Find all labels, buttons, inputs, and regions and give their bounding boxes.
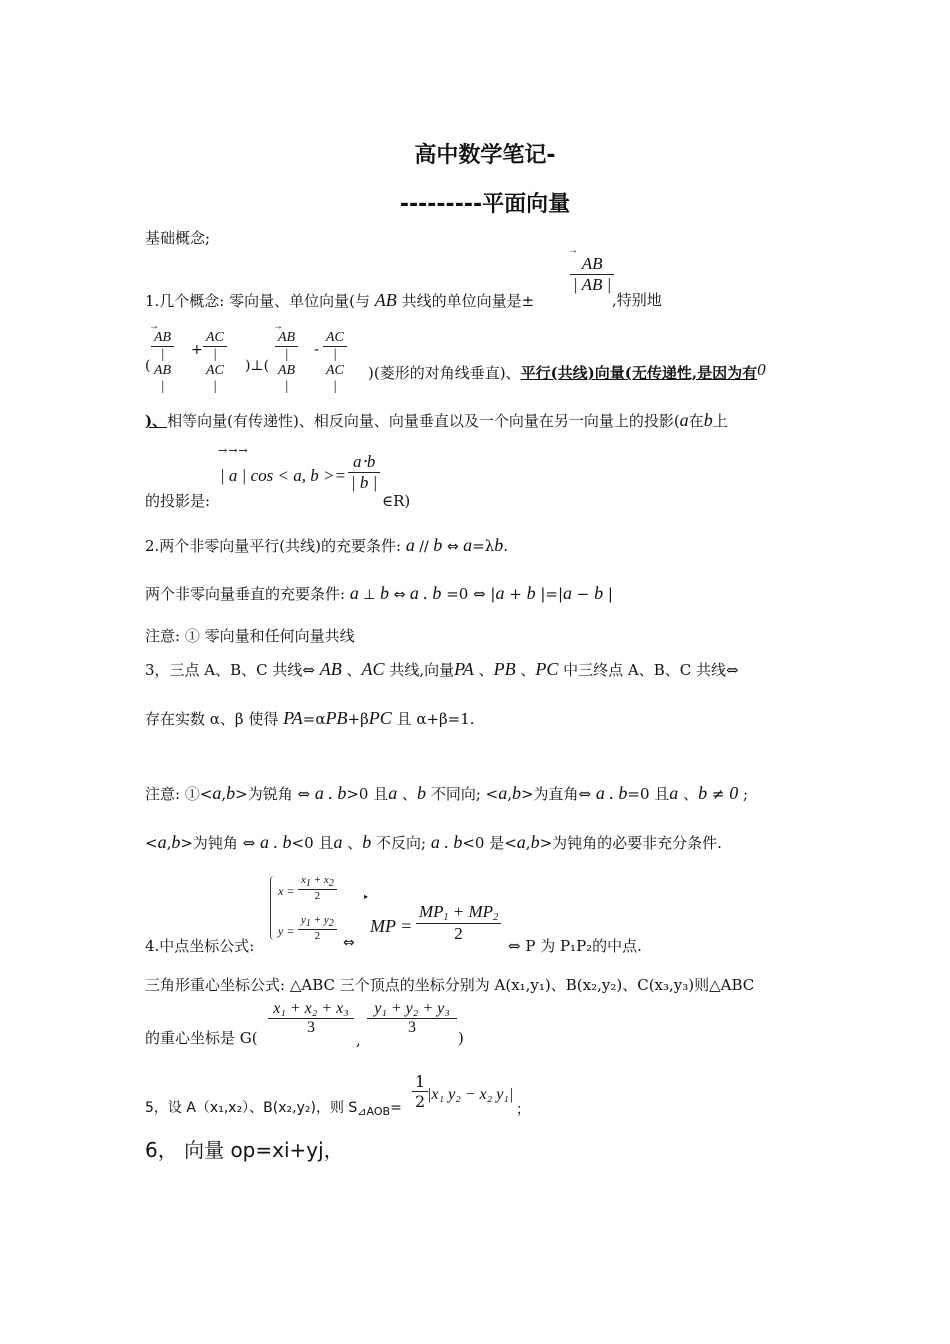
note2-line2: <a,b>为钝角 ⇔ a . b<0 且a 、b 不反向; a . b<0 是<a,b>为钝角的必要非充分条件. bbox=[145, 832, 722, 852]
centroid-den2: 3 bbox=[408, 1019, 416, 1036]
unit-vector-fraction bbox=[570, 254, 614, 295]
centroid-line: 三角形重心坐标公式: △ABC 三个顶点的坐标分别为 A(x₁,y₁)、B(x₂,y₂)、C(x₃,y₃)则△ABC bbox=[145, 976, 755, 994]
proj-label: 的投影是: bbox=[145, 492, 211, 510]
frac-ab-2-num: → AB bbox=[275, 330, 298, 347]
s2-line1: 2.两个非零向量平行(共线)的充要条件: a // b ⇔ a=λb. bbox=[145, 535, 509, 555]
n2-l2a: >为钝角 ⇔ bbox=[180, 834, 256, 852]
text-on: 在 bbox=[688, 412, 704, 430]
centroid-num2: y₁ + y₂ + y₃ bbox=[367, 1000, 457, 1019]
document-page: 高中数学笔记- ---------平面向量 基础概念; 1.几个概念: 零向量、单位向量(与 AB 共线的单位向量是± → $\frac{AB}{| AB |}$ ,特别地 ( → $\frac{AB}{| AB |}$ + $\frac{AC}{| AC |}$ )⊥( → $\frac{AB}{| AB |}$ - $\frac{AC}{| AC |}$ )(菱形的对角线垂直)、平行(共线)向量(无传递性,是因为有0 )、相等向量(有传递性)、相反向量、向量垂直以及一个向量在另一向量上的投影(a在b上 的投影是: →→→ | a | cos < a, b >= $\frac{a\cdot b}{| b |}$ ∈R) 2.两个非零向量平行(共线)的充要条件: a // b ⇔ a=λb. 两个非零向量垂直的充要条件: a ⊥ b ⇔ a . b =0 ⇔ |a + b |=|a − b | 注意: ① 零向量和任何向量共线 3，三点 A、B、C 共线⇔ AB 、AC 共线,向量PA 、PB 、PC 中三终点 A、B、C 共线⇔ 存在实数 α、β 使得 PA=αPB+βPC 且 α+β=1. 注意: ①<a,b>为锐角 ⇔ a . b>0 且a 、b 不同向; <a,b>为直角⇔ a . b=0 且a 、b ≠ 0 ; <a,b>为钝角 ⇔ a . b<0 且a 、b 不反向; a . b<0 是<a,b>为钝角的必要非充分条件. 4.中点坐标公式: x = $\frac{x1 + x2}{2}$ y = $\frac{y1 + y2}{2}$ ⇔ ▸ MP = $\frac{MP_1 + MP_2}{2}$ ⇔ P 为 P₁P₂的中点. 三角形重心坐标公式: △ABC 三个顶点的坐标分别为 A(x₁,y₁)、B(x₂,y₂)、C(x₃,y₃)则△ABC 的重心坐标是 G( $\frac{\text{x₁ + x₂ + x₃}}{3}$ , $\frac{\text{y₁ + y₂ + y₃}}{3}$ ) 5，设 A（x₁,x₂）、B(x₂,y₂)，则 $S_{⊿AOB}=$ $\frac{1}{2}$ |x₁ y₂ − x₂ y₁| ； 6， 向量 op=xi+yj， bbox=[0, 0, 950, 1344]
var-b: b bbox=[703, 410, 713, 430]
s2-note: 注意: ① 零向量和任何向量共线 bbox=[145, 627, 355, 645]
s5-expr: |x₁ y₂ − x₂ y₁| bbox=[427, 1086, 514, 1103]
s4-label: 4.中点坐标公式: bbox=[145, 937, 255, 955]
n2-l2c: 不反向; bbox=[376, 834, 427, 852]
n2-l2e: >为钝角的必要非充分条件. bbox=[539, 834, 722, 852]
s1-prefix: 1.几个概念: 零向量、单位向量(与 bbox=[145, 292, 370, 310]
var-a: a bbox=[679, 410, 689, 430]
mp-label: MP = bbox=[370, 916, 413, 936]
frac-ac-1: $\frac{AC}{| AC |}$ bbox=[203, 330, 227, 395]
s2-line2-prefix: 两个非零向量垂直的充要条件: bbox=[145, 585, 346, 603]
minus-sign: - bbox=[314, 342, 320, 358]
s5-tail: ； bbox=[516, 1102, 530, 1118]
s6-line: 6， 向量 op=xi+yj， bbox=[145, 1138, 344, 1162]
centroid-prefix: 的重心坐标是 G( bbox=[145, 1029, 258, 1047]
frac-ab-1-den: | AB | bbox=[154, 347, 172, 394]
frac-ab-2-den: | AB | bbox=[278, 347, 296, 394]
s1-line2-text bbox=[368, 360, 766, 383]
line3-text: 相等向量(有传递性)、相反向量、向量垂直以及一个向量在另一向量上的投影( bbox=[167, 412, 680, 430]
line3-underlined: )、 bbox=[145, 412, 168, 430]
centroid-num1: x₁ + x₂ + x₃ bbox=[268, 1000, 354, 1019]
centroid-den1: 3 bbox=[307, 1019, 315, 1036]
system-brace bbox=[270, 876, 277, 940]
n2-l1d: 不同向; < bbox=[430, 785, 499, 803]
s3-l1c: 中三终点 A、B、C 共线⇔ bbox=[563, 661, 739, 679]
mp-fraction: $\frac{MP_1 + MP_2}{2}$ bbox=[416, 902, 501, 944]
s3-l1b: 共线,向量 bbox=[389, 661, 455, 679]
n2-l2d: <0 是< bbox=[462, 834, 517, 852]
vec-ab: AB bbox=[374, 290, 397, 310]
frac-ac-2: $\frac{AC}{| AC |}$ bbox=[323, 330, 347, 395]
frac-ab-2 bbox=[275, 330, 298, 395]
proj-num: a⋅b bbox=[348, 452, 380, 473]
s2-tail: . bbox=[503, 537, 509, 555]
n2-l1c: >0 且 bbox=[346, 785, 389, 803]
n2-l1b: >为锐角 ⇔ bbox=[235, 785, 311, 803]
rhombus-note: )(菱形的对角线垂直)、 bbox=[368, 364, 521, 382]
s5-line bbox=[145, 1098, 402, 1122]
s4-tail: ⇔ P 为 P₁P₂的中点. bbox=[508, 937, 642, 955]
half-fraction: $\frac{1}{2}$ bbox=[412, 1072, 428, 1111]
s1-mid: 共线的单位向量是± bbox=[401, 292, 535, 310]
s1-line1 bbox=[145, 290, 534, 311]
frac-ab-1 bbox=[151, 330, 174, 395]
text-shang: 上 bbox=[712, 412, 728, 430]
unit-num: → AB bbox=[570, 254, 614, 275]
s3-l2b: 且 α+β=1. bbox=[396, 710, 475, 728]
s5-eq: = bbox=[390, 1100, 402, 1116]
s3-l1a: 3，三点 A、B、C 共线⇔ bbox=[145, 661, 315, 679]
section-label: 基础概念; bbox=[145, 229, 211, 247]
proj-tail: ∈R) bbox=[382, 492, 411, 510]
page-subtitle: ---------平面向量 bbox=[399, 192, 571, 217]
open-paren: ( bbox=[145, 358, 151, 374]
zero-vector: 0 bbox=[757, 360, 766, 379]
proj-expr: | a | cos < a, b >= bbox=[220, 466, 346, 485]
s1-suffix: ,特别地 bbox=[612, 291, 662, 309]
proj-fraction bbox=[348, 452, 380, 493]
centroid-comma: , bbox=[356, 1031, 361, 1049]
n2-l1f: =0 且 bbox=[627, 785, 670, 803]
s3-line2: 存在实数 α、β 使得 PA=αPB+βPC 且 α+β=1. bbox=[145, 708, 475, 728]
centroid-close: ) bbox=[458, 1029, 464, 1047]
s3-l2a: 存在实数 α、β 使得 bbox=[145, 710, 279, 728]
frac-ab-1-num: → AB bbox=[151, 330, 174, 347]
s5-sub: ⊿AOB bbox=[357, 1105, 391, 1118]
s2-prefix: 2.两个非零向量平行(共线)的充要条件: bbox=[145, 537, 402, 555]
comma-dot: ▸ bbox=[364, 892, 369, 901]
note2-line1: 注意: ①<a,b>为锐角 ⇔ a . b>0 且a 、b 不同向; <a,b>为直角⇔ a . b=0 且a 、b ≠ 0 ; bbox=[145, 783, 749, 803]
perp-sign: )⊥( bbox=[245, 358, 270, 374]
page-title: 高中数学笔记- bbox=[414, 143, 556, 168]
s3-line1: 3，三点 A、B、C 共线⇔ AB 、AC 共线,向量PA 、PB 、PC 中三终点 A、B、C 共线⇔ bbox=[145, 659, 739, 679]
n2-l2b: <0 且 bbox=[291, 834, 334, 852]
n2-l1e: >为直角⇔ bbox=[520, 785, 592, 803]
centroid-y bbox=[367, 1000, 457, 1037]
unit-den: | AB | bbox=[573, 275, 612, 294]
s1-line3 bbox=[145, 410, 728, 431]
parallel-note: 平行(共线)向量(无传递性,是因为有 bbox=[520, 364, 758, 382]
iff-sign: ⇔ bbox=[343, 935, 355, 951]
proj-den: | b | bbox=[351, 473, 378, 492]
s5-prefix: 5，设 A（x₁,x₂）、B(x₂,y₂)，则 S bbox=[145, 1100, 358, 1116]
n2-l1a: 注意: ①< bbox=[145, 785, 213, 803]
centroid-x bbox=[268, 1000, 354, 1037]
s2-line2: 两个非零向量垂直的充要条件: a ⊥ b ⇔ a . b =0 ⇔ |a + b |=|a − b | bbox=[145, 583, 613, 603]
vector-arrows: →→→ bbox=[218, 444, 249, 457]
plus-sign: + bbox=[191, 342, 203, 358]
